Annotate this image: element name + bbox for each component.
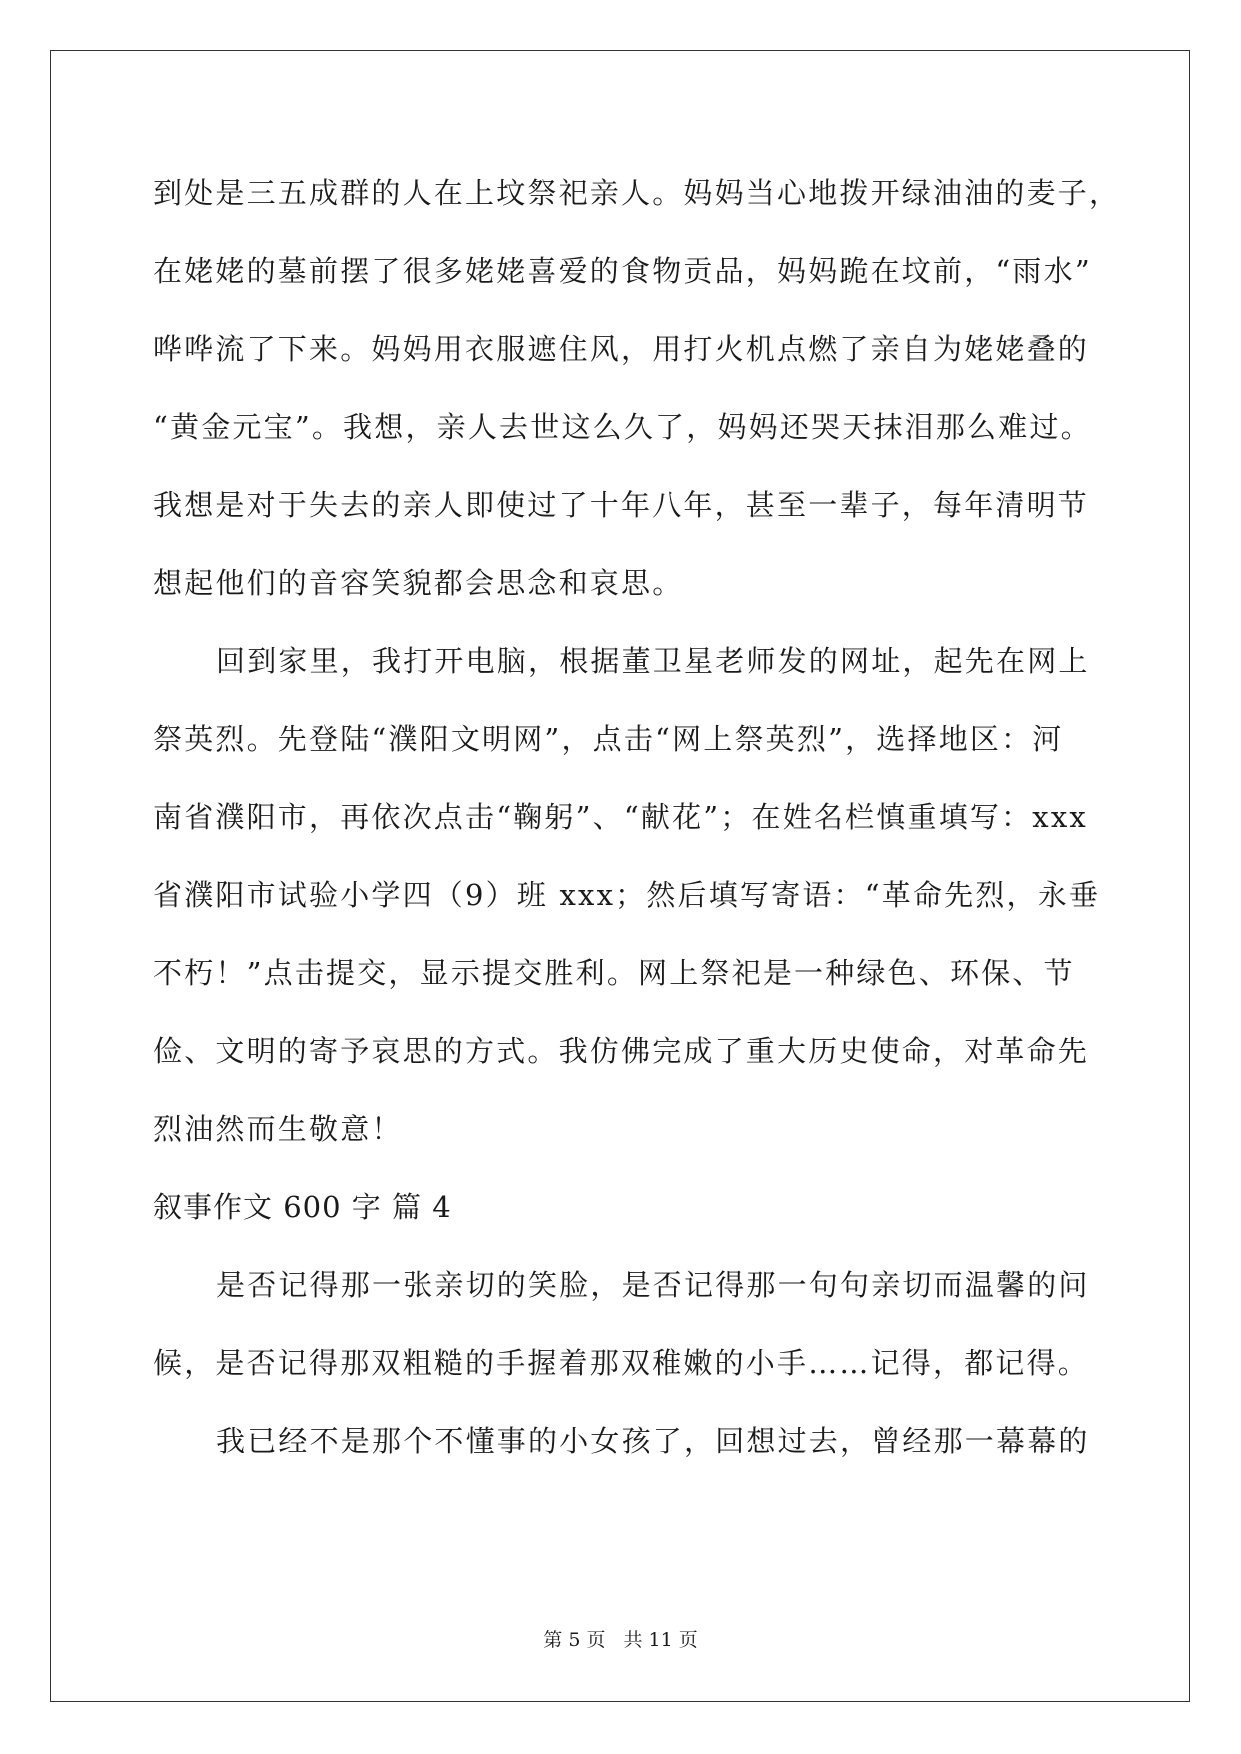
text-line: 南省濮阳市，再依次点击“鞠躬”、“献花”；在姓名栏慎重填写：xxx bbox=[153, 800, 1088, 834]
text-line: 我想是对于失去的亲人即使过了十年八年，甚至一辈子，每年清明节 bbox=[153, 488, 1090, 522]
text-line: 哗哗流了下来。妈妈用衣服遮住风，用打火机点燃了亲自为姥姥叠的 bbox=[153, 332, 1090, 366]
text-line: 想起他们的音容笑貌都会思念和哀思。 bbox=[153, 566, 684, 600]
page-number: 第 5 页 bbox=[543, 1629, 606, 1651]
text-line: 候，是否记得那双粗糙的手握着那双稚嫩的小手……记得，都记得。 bbox=[153, 1346, 1090, 1380]
text-line: 祭英烈。先登陆“濮阳文明网”，点击“网上祭英烈”，选择地区：河 bbox=[153, 722, 1064, 756]
document-body bbox=[153, 160, 1121, 1486]
section-heading: 叙事作文 600 字 篇 4 bbox=[153, 1190, 452, 1224]
paragraph-start-line: 是否记得那一张亲切的笑脸，是否记得那一句句亲切而温馨的问 bbox=[216, 1268, 1090, 1302]
text-line: 在姥姥的墓前摆了很多姥姥喜爱的食物贡品，妈妈跪在坟前，“雨水” bbox=[153, 254, 1092, 288]
text-line: 烈油然而生敬意！ bbox=[153, 1112, 403, 1146]
text-line: 俭、文明的寄予哀思的方式。我仿佛完成了重大历史使命，对革命先 bbox=[153, 1034, 1090, 1068]
text-line: 到处是三五成群的人在上坟祭祀亲人。妈妈当心地拨开绿油油的麦子， bbox=[153, 176, 1121, 210]
text-line: 不朽！”点击提交，显示提交胜利。网上祭祀是一种绿色、环保、节 bbox=[153, 956, 1075, 990]
text-line: 省濮阳市试验小学四（9）班 xxx；然后填写寄语：“革命先烈，永垂 bbox=[153, 878, 1101, 912]
page-footer bbox=[0, 1625, 1241, 1652]
paragraph-start-line: 回到家里，我打开电脑，根据董卫星老师发的网址，起先在网上 bbox=[216, 644, 1090, 678]
page-total: 共 11 页 bbox=[623, 1629, 698, 1651]
text-line: “黄金元宝”。我想，亲人去世这么久了，妈妈还哭天抹泪那么难过。 bbox=[153, 410, 1092, 444]
paragraph-start-line: 我已经不是那个不懂事的小女孩了，回想过去，曾经那一幕幕的 bbox=[216, 1424, 1090, 1458]
